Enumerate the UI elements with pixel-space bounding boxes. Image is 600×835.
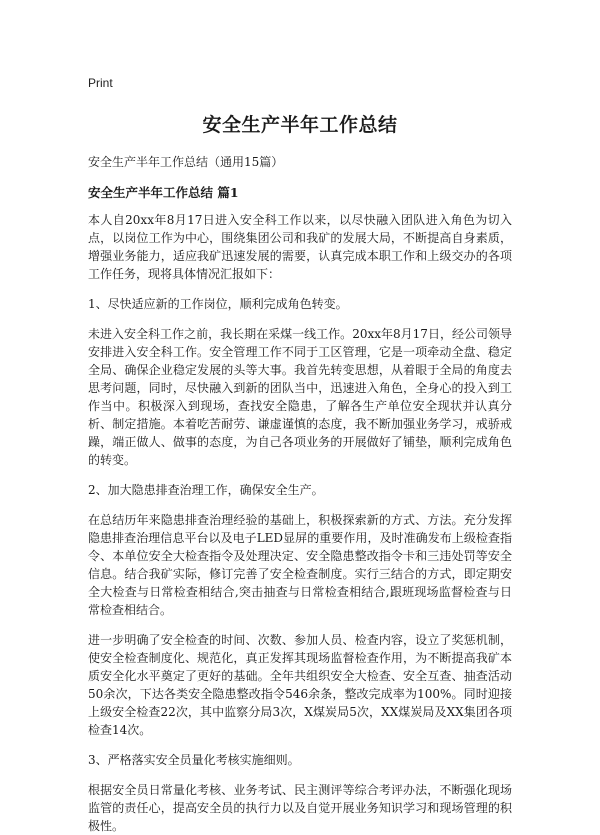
body-paragraph: 进一步明确了安全检查的时间、次数、参加人员、检查内容，设立了奖惩机制，使安全检查制度化、规范化，真正发挥其现场监督检查作用，为不断提高我矿本质安全化水平奠定了更好的基础。全年共组织安全大检查、安全互查、抽查活动50余次，下达各类安全隐患整改指令546余条，整改完成率为100%。同时迎接上级安全检查22次，其中监察分局3次，X煤炭局5次，XX煤炭局及XX集团各项检查14次。	[88, 633, 512, 737]
body-paragraph: 根据安全员日常量化考核、业务考试、民主测评等综合考评办法，不断强化现场监管的责任心，提高安全员的执行力以及自觉开展业务知识学习和现场管理的积极性。	[88, 783, 512, 833]
point-heading-1: 1、尽快适应新的工作岗位，顺利完成角色转变。	[88, 297, 348, 311]
print-link[interactable]: Print	[88, 76, 113, 90]
body-paragraph: 在总结历年来隐患排查治理经验的基础上，积极探索新的方式、方法。充分发挥隐患排查治理信息平台以及电子LED显屏的重要作用，及时准确发布上级检查指令、本单位安全大检查指令及处理决定、安全隐患整改指令卡和三违处罚等安全信息。结合我矿实际，修订完善了安全检查制度。实行三结合的方式，即定期安全大检查与日常检查相结合,突击抽查与日常检查相结合,跟班现场监督检查与日常检查相结合。	[88, 513, 512, 617]
document-subtitle: 安全生产半年工作总结（通用15篇）	[88, 155, 284, 169]
point-heading-3: 3、严格落实安全员量化考核实施细则。	[88, 753, 300, 767]
point-heading-2: 2、加大隐患排查治理工作，确保安全生产。	[88, 483, 324, 497]
document-title: 安全生产半年工作总结	[202, 114, 398, 136]
section-heading: 安全生产半年工作总结 篇1	[88, 185, 239, 200]
intro-paragraph: 本人自20xx年8月17日进入安全科工作以来，以尽快融入团队进入角色为切入点，以岗位工作为中心，围绕集团公司和我矿的发展大局，不断提高自身素质，增强业务能力，适应我矿迅速发展的需要，认真完成本职工作和上级交办的各项工作任务，现将具体情况汇报如下：	[88, 213, 512, 281]
body-paragraph: 未进入安全科工作之前，我长期在采煤一线工作。20xx年8月17日，经公司领导安排进入安全科工作。安全管理工作不同于工区管理，它是一项牵动全盘、稳定全局、确保企业稳定发展的头等大事。我首先转变思想，从着眼于全局的角度去思考问题，同时，尽快融入到新的团队当中，迅速进入角色，全身心的投入到工作当中。积极深入到现场，查找安全隐患，了解各生产单位安全现状并认真分析、制定措施。本着吃苦耐劳、谦虚谨慎的态度，我不断加强业务学习，戒骄戒躁，端正做人、做事的态度，为自己各项业务的开展做好了铺垫，顺利完成角色的转变。	[88, 327, 512, 467]
